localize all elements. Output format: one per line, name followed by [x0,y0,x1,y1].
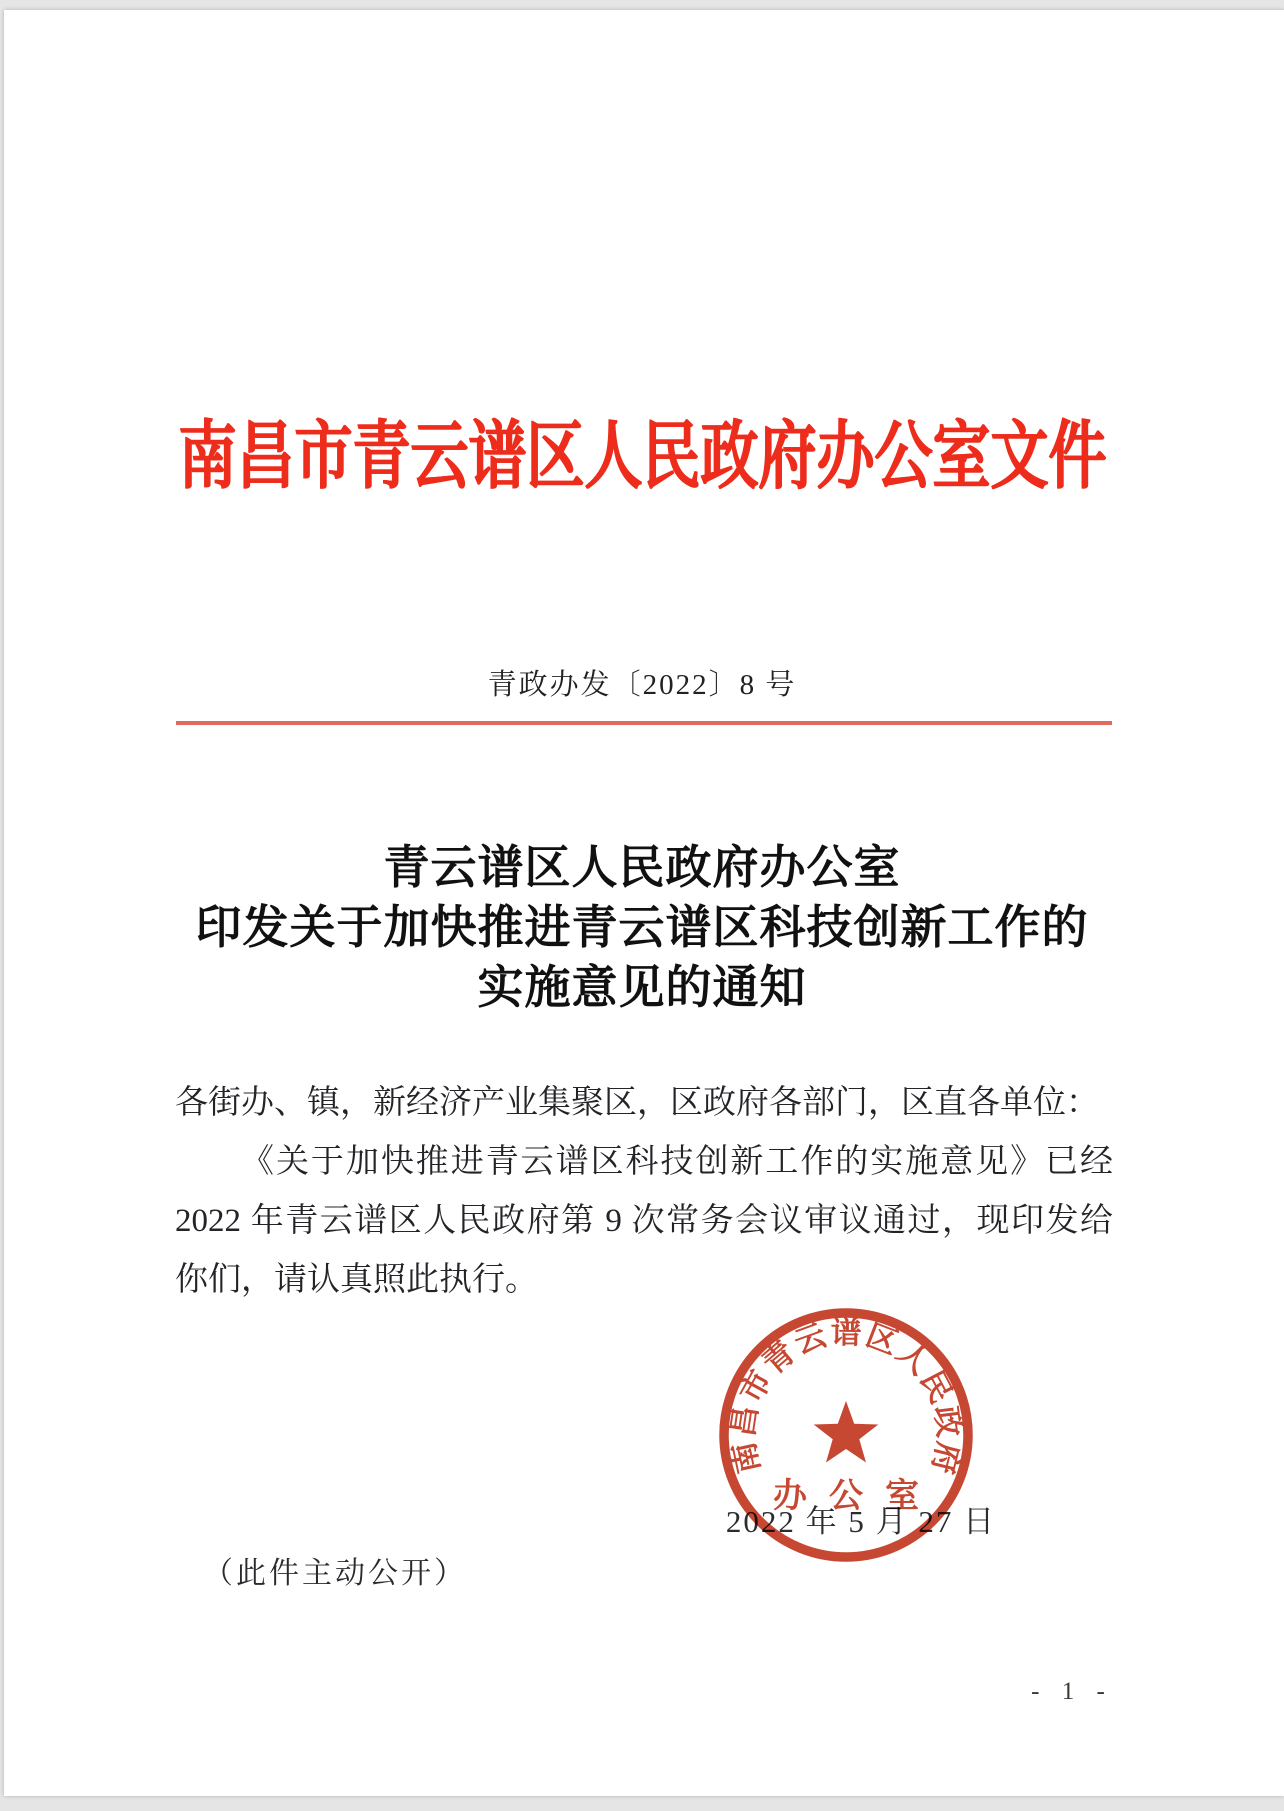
red-divider-line [176,721,1112,725]
salutation-line: 各街办、镇，新经济产业集聚区，区政府各部门，区直各单位： [175,1085,1099,1121]
disclosure-note: （此件主动公开） [203,1557,467,1590]
official-seal [711,1300,981,1570]
document-title-line-3: 实施意见的通知 [477,962,807,1013]
page-number: - 1 - [1031,1678,1113,1705]
body-text [175,1074,1113,1310]
body-line-3: 2022 年青云谱区人民政府第 9 次常务会议审议通过，现印发给 [175,1203,1113,1239]
seal-arc-text: 南昌市青云谱区人民政府 [724,1314,968,1480]
issue-date: 2022 年 5 月 27 日 [725,1504,997,1539]
body-line-2: 《关于加快推进青云谱区科技创新工作的实施意见》已经 [241,1144,1113,1180]
document-title-line-2: 印发关于加快推进青云谱区科技创新工作的 [195,902,1089,953]
document-number: 青政办发〔2022〕8 号 [487,669,797,701]
red-header-title: 南昌市青云谱区人民政府办公室文件 [177,414,1106,498]
seal-star-icon [814,1401,879,1463]
body-line-4: 你们，请认真照此执行。 [175,1262,538,1298]
document-title [0,838,1284,1018]
seal-center-text: 办公室 [773,1478,941,1515]
document-title-line-1: 青云谱区人民政府办公室 [383,842,901,893]
